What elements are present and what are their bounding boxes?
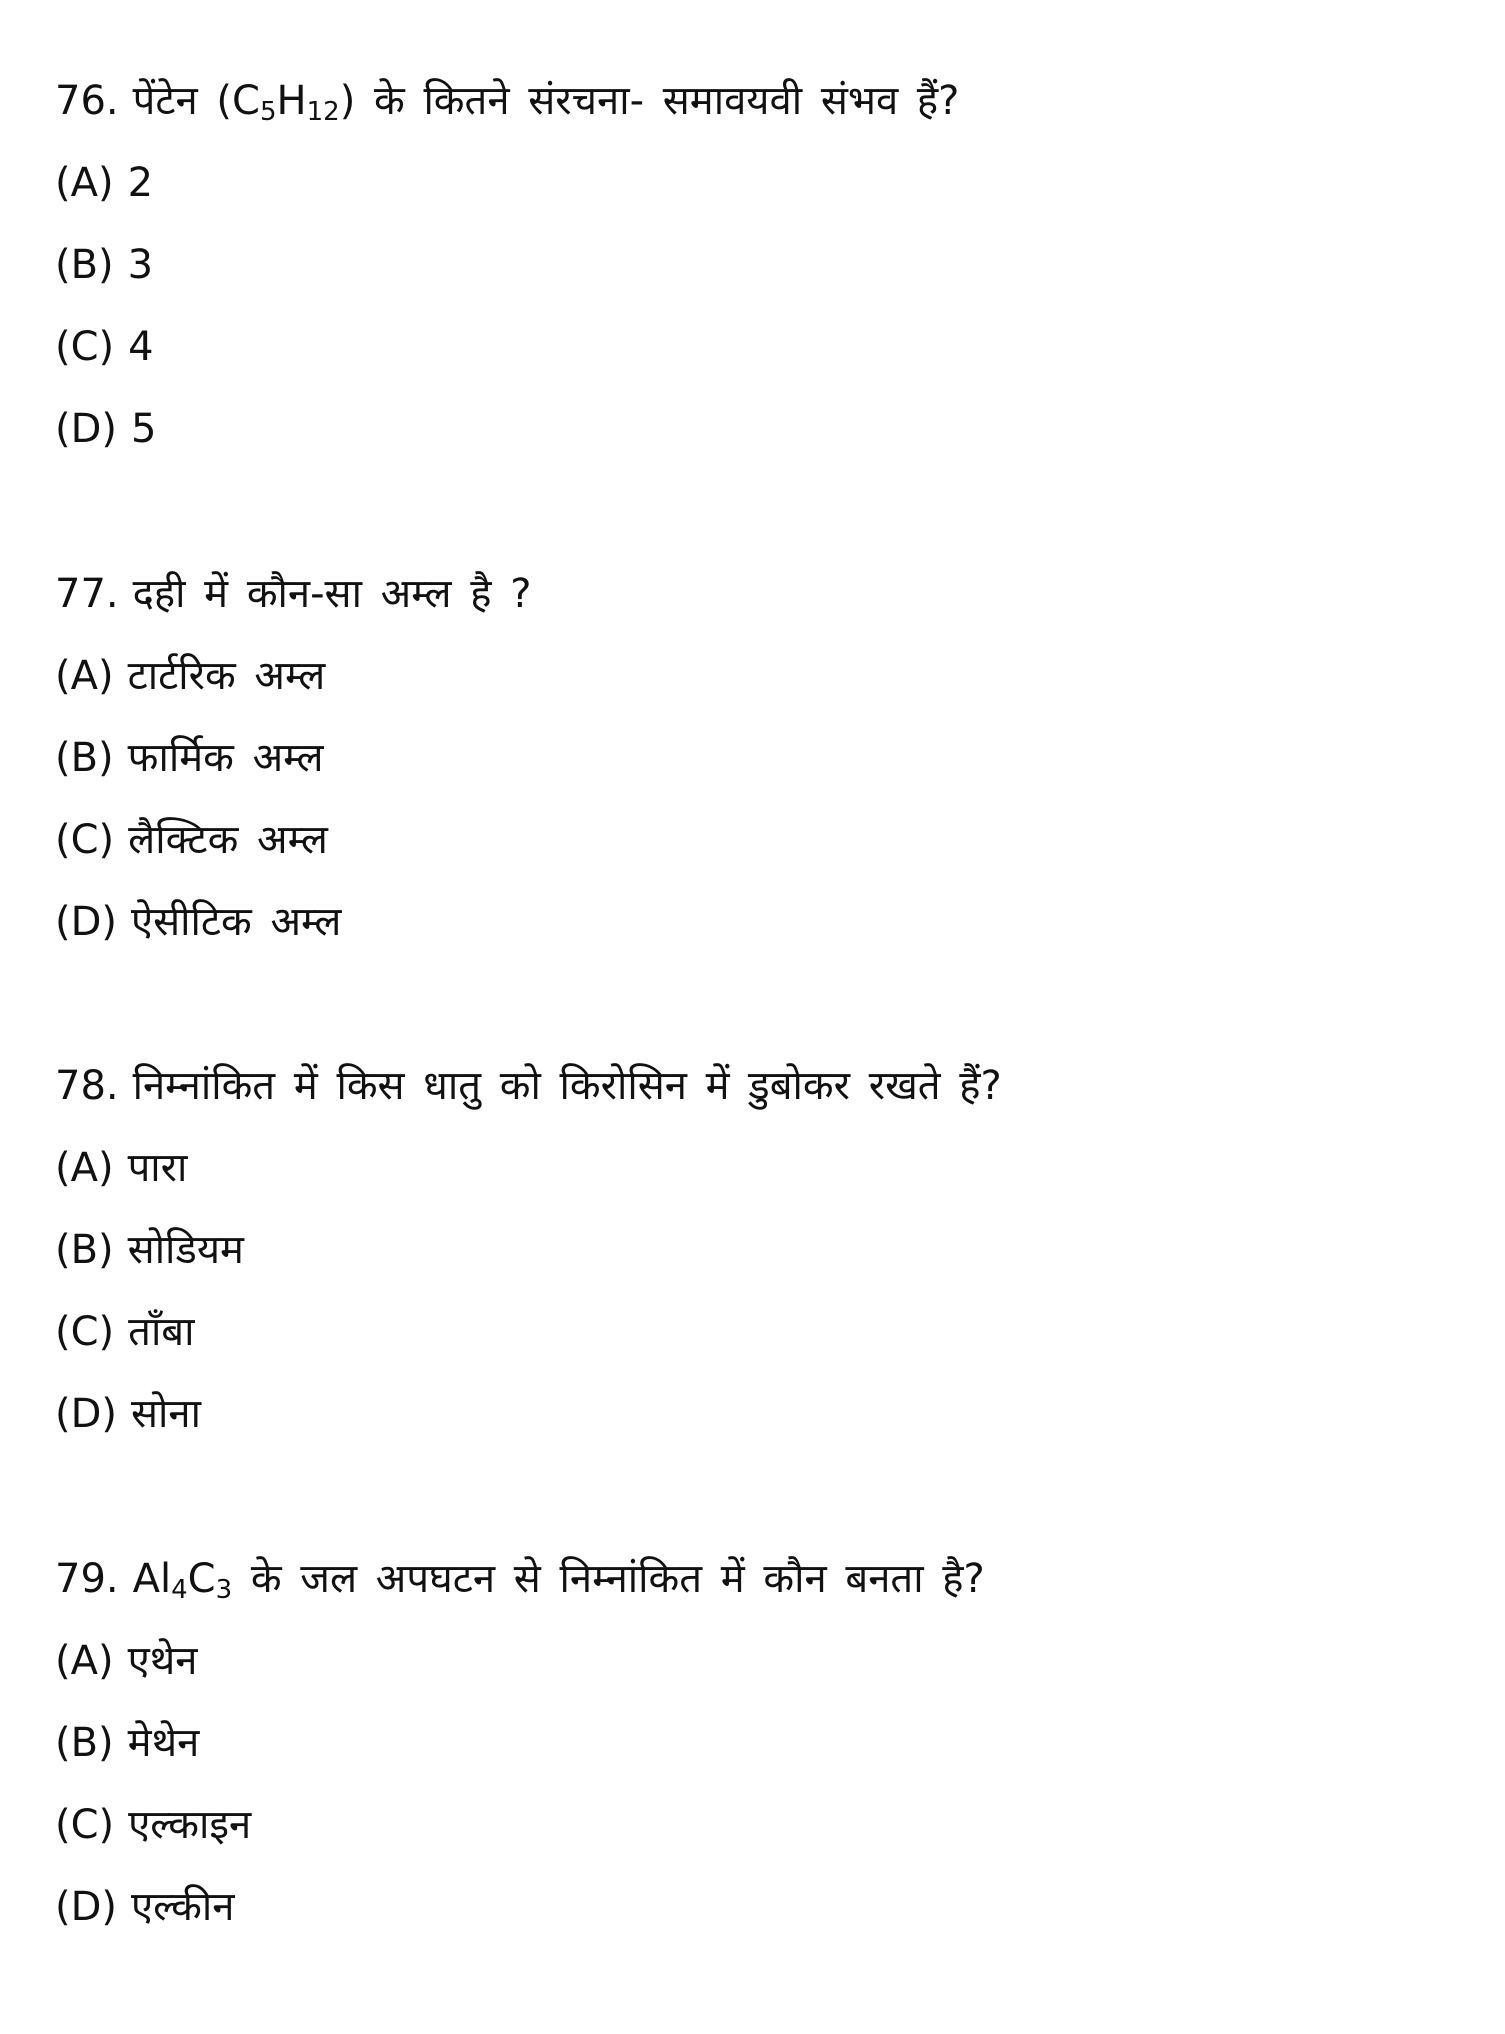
option-c [55, 1291, 1455, 1373]
option-label: (D) [55, 406, 118, 452]
option-text: 4 [128, 324, 154, 370]
option-text: ताँबा [128, 1309, 195, 1355]
question-text [55, 1045, 1455, 1127]
option-label: (A) [55, 653, 114, 699]
option-text: पारा [127, 1145, 188, 1191]
option-text: ऐसीटिक अम्ल [131, 899, 342, 945]
option-text: पेंटेन (C [132, 78, 260, 124]
option-text: 5 [259, 97, 277, 127]
option-text: 12 [306, 97, 340, 127]
question-76 [55, 60, 1455, 470]
option-a [55, 1127, 1455, 1209]
option-label: (B) [55, 1227, 114, 1273]
option-label: (C) [55, 817, 115, 863]
option-b [55, 224, 1455, 306]
option-text: दही में कौन-सा अम्ल है ? [132, 571, 532, 617]
option-text: एल्काइन [128, 1802, 252, 1848]
option-text: 79. [55, 1556, 119, 1602]
option-text: एथेन [127, 1638, 198, 1684]
option-d [55, 881, 1455, 963]
option-text: 4 [171, 1575, 188, 1605]
option-c [55, 799, 1455, 881]
option-label: (C) [55, 1309, 115, 1355]
question-text [55, 553, 1455, 635]
option-text: टार्टरिक अम्ल [127, 653, 326, 699]
option-text: सोडियम [127, 1227, 244, 1273]
option-label: (A) [55, 1638, 114, 1684]
option-text: 78. [55, 1063, 119, 1109]
option-text: 77. [55, 571, 119, 617]
option-text: सोना [131, 1391, 201, 1437]
option-b [55, 717, 1455, 799]
option-text: C [187, 1556, 216, 1602]
option-label: (A) [55, 1145, 114, 1191]
option-d [55, 388, 1455, 470]
option-text: के जल अपघटन से निम्नांकित में कौन बनता है? [232, 1556, 985, 1602]
question-text [55, 1538, 1455, 1620]
option-d [55, 1373, 1455, 1455]
option-d [55, 1866, 1455, 1948]
option-label: (B) [55, 1720, 114, 1766]
option-label: (B) [55, 242, 114, 288]
option-text: फार्मिक अम्ल [127, 735, 324, 781]
option-b [55, 1209, 1455, 1291]
question-79 [55, 1538, 1455, 1948]
option-text: H [276, 78, 307, 124]
option-label: (C) [55, 1802, 115, 1848]
option-text: 3 [215, 1575, 233, 1605]
option-text: ) के कितने संरचना- समावयवी संभव हैं? [339, 78, 960, 124]
option-text: 76. [55, 78, 119, 124]
question-78 [55, 1045, 1455, 1455]
option-text: 2 [127, 160, 154, 206]
option-c [55, 306, 1455, 388]
option-label: (B) [55, 735, 114, 781]
option-text: लैक्टिक अम्ल [128, 817, 328, 863]
question-text [55, 60, 1455, 142]
option-a [55, 142, 1455, 224]
option-a [55, 635, 1455, 717]
option-b [55, 1702, 1455, 1784]
option-text: 3 [127, 242, 154, 288]
option-a [55, 1620, 1455, 1702]
option-text: 5 [131, 406, 157, 452]
option-text: Al [132, 1556, 172, 1602]
option-label: (D) [55, 1884, 118, 1930]
option-text: निम्नांकित में किस धातु को किरोसिन में डुबोकर रखते हैं? [132, 1063, 1002, 1109]
option-label: (A) [55, 160, 114, 206]
option-label: (D) [55, 899, 118, 945]
option-text: एल्कीन [131, 1884, 235, 1930]
option-text: मेथेन [127, 1720, 200, 1766]
option-label: (C) [55, 324, 115, 370]
question-77 [55, 553, 1455, 963]
option-c [55, 1784, 1455, 1866]
option-label: (D) [55, 1391, 118, 1437]
